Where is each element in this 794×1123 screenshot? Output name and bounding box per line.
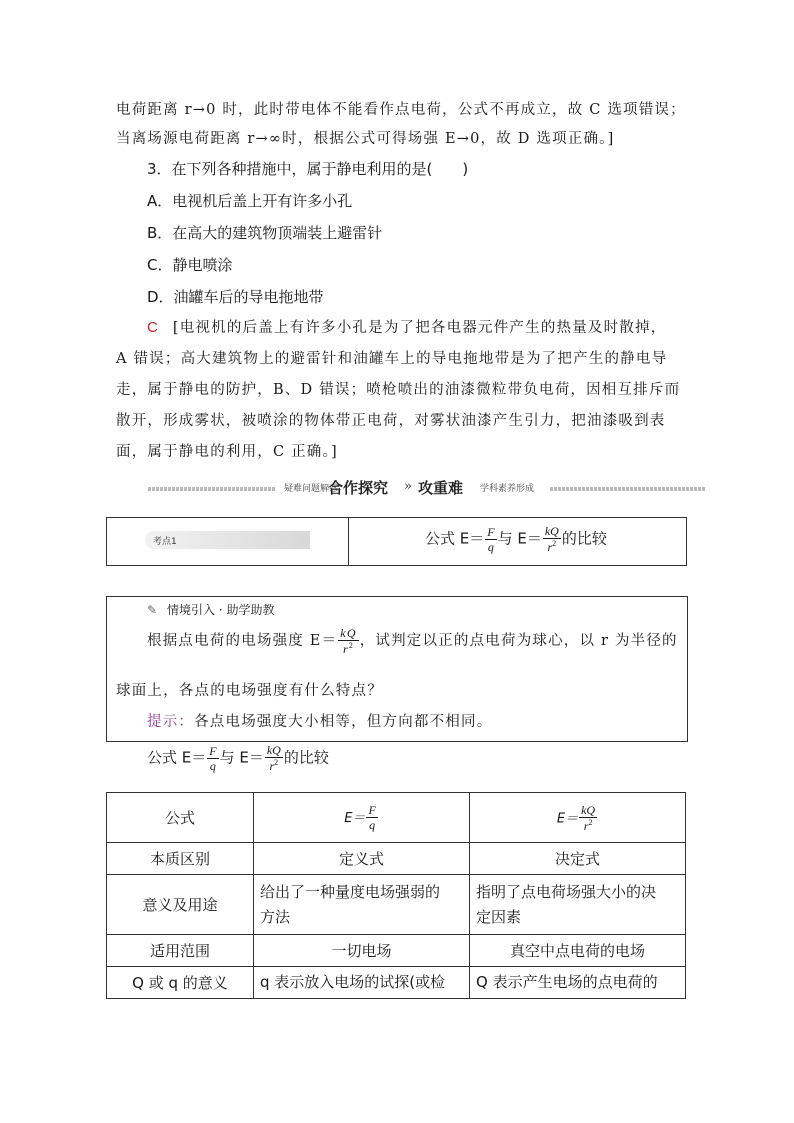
row-label-formula: 公式: [107, 793, 254, 843]
context-hint: 提示：各点电场强度大小相等，但方向都不相同。: [147, 714, 493, 730]
table-row: [107, 967, 686, 999]
option-c: C．静电喷涂: [147, 256, 233, 274]
cell-definition-type: 定义式: [254, 843, 470, 875]
answer-explanation-line-4: 散开，形成雾状，被喷涂的物体带正电荷，对雾状油漆产生引力，把油漆吸到表: [116, 413, 666, 429]
option-d: D．油罐车后的导电拖地带: [147, 288, 324, 306]
comparison-table: [106, 792, 686, 999]
cell-q-meaning-point-charge: Q 表示产生电场的点电荷的: [470, 967, 686, 999]
fraction-kq-over-r2: $\frac{kQ}{r^2}$: [544, 524, 559, 554]
cell-meaning-point-charge: 指明了点电荷场强大小的决 定因素: [470, 875, 686, 935]
topic-tag: 考点1: [145, 531, 310, 549]
cell-meaning-definition: 给出了一种量度电场强弱的 方法: [254, 875, 470, 935]
hint-label: 提示：: [147, 714, 195, 730]
table-row: [107, 843, 686, 875]
fraction-f-over-q: $\frac{F}{q}$: [487, 524, 495, 554]
banner-right-caption: 学科素养形成: [480, 484, 535, 494]
context-header: ✎ 情境引入 · 助学助教: [147, 603, 275, 617]
cell-formula-point-charge: E＝ $\frac{kQ}{r^2}$: [470, 793, 686, 843]
lightbulb-icon: ✎: [147, 603, 158, 617]
context-question-line-1: 根据点电荷的电场强度 E＝ $\frac{kQ}{r^2}$ ，试判定以正的点电荷为球心，以 r 为半径的: [147, 626, 678, 656]
option-a: A．电视机后盖上开有许多小孔: [147, 192, 353, 210]
row-label-meaning: 意义及用途: [107, 875, 254, 935]
option-b: B．在高大的建筑物顶端装上避雷针: [147, 224, 383, 242]
topic-title: 公式 E＝ $\frac{F}{q}$ 与 E＝ $\frac{kQ}{r^2}$ 的比较: [425, 524, 607, 554]
cell-determination-type: 决定式: [470, 843, 686, 875]
answer-explanation-line-5: 面，属于静电的利用，C 正确。]: [116, 444, 338, 460]
banner-chevron-icon: »: [404, 479, 412, 494]
context-box: [106, 596, 688, 742]
banner-rule-left: [148, 487, 276, 491]
comparison-title: 公式 E＝ $\frac{F}{q}$ 与 E＝ $\frac{kQ}{r^2}$ 的比较: [147, 743, 329, 773]
answer-explanation-line-2: A 错误；高大建筑物上的避雷针和油罐车上的导电拖地带是为了把产生的静电导: [116, 351, 668, 367]
row-label-essence: 本质区别: [107, 843, 254, 875]
answer-explanation-line-1: C [电视机的后盖上有许多小孔是为了把各电器元件产生的热量及时散掉，: [147, 319, 667, 336]
cell-scope-point-charge: 真空中点电荷的电场: [470, 935, 686, 967]
cell-formula-definition: E＝ $\frac{F}{q}$: [254, 793, 470, 843]
table-row: [107, 875, 686, 935]
question-3-stem: 3．在下列各种措施中，属于静电利用的是( ): [147, 160, 469, 178]
cell-q-meaning-definition: q 表示放入电场的试探(或检: [254, 967, 470, 999]
row-label-q-meaning: Q 或 q 的意义: [107, 967, 254, 999]
table-row: [107, 793, 686, 843]
answer-explanation-line-3: 走，属于静电的防护，B、D 错误；喷枪喷出的油漆微粒带负电荷，因相互排斥而: [116, 382, 681, 398]
topic-box: [106, 517, 687, 566]
table-row: [107, 935, 686, 967]
banner-left-caption: 疑难问题解惑: [284, 484, 339, 494]
answer-continuation-line-2: 当离场源电荷距离 r→∞时，根据公式可得场强 E→0，故 D 选项正确。]: [116, 131, 615, 147]
answer-continuation-line-1: 电荷距离 r→0 时，此时带电体不能看作点电荷，公式不再成立，故 C 选项错误；: [116, 102, 686, 118]
context-question-line-2: 球面上，各点的电场强度有什么特点？: [116, 683, 383, 699]
banner-title-b: 攻重难: [418, 479, 464, 497]
row-label-scope: 适用范围: [107, 935, 254, 967]
answer-letter: C: [147, 319, 160, 336]
section-banner: [148, 478, 706, 498]
banner-title-a: 合作探究: [328, 479, 389, 497]
cell-scope-definition: 一切电场: [254, 935, 470, 967]
banner-rule-right: [550, 487, 706, 491]
